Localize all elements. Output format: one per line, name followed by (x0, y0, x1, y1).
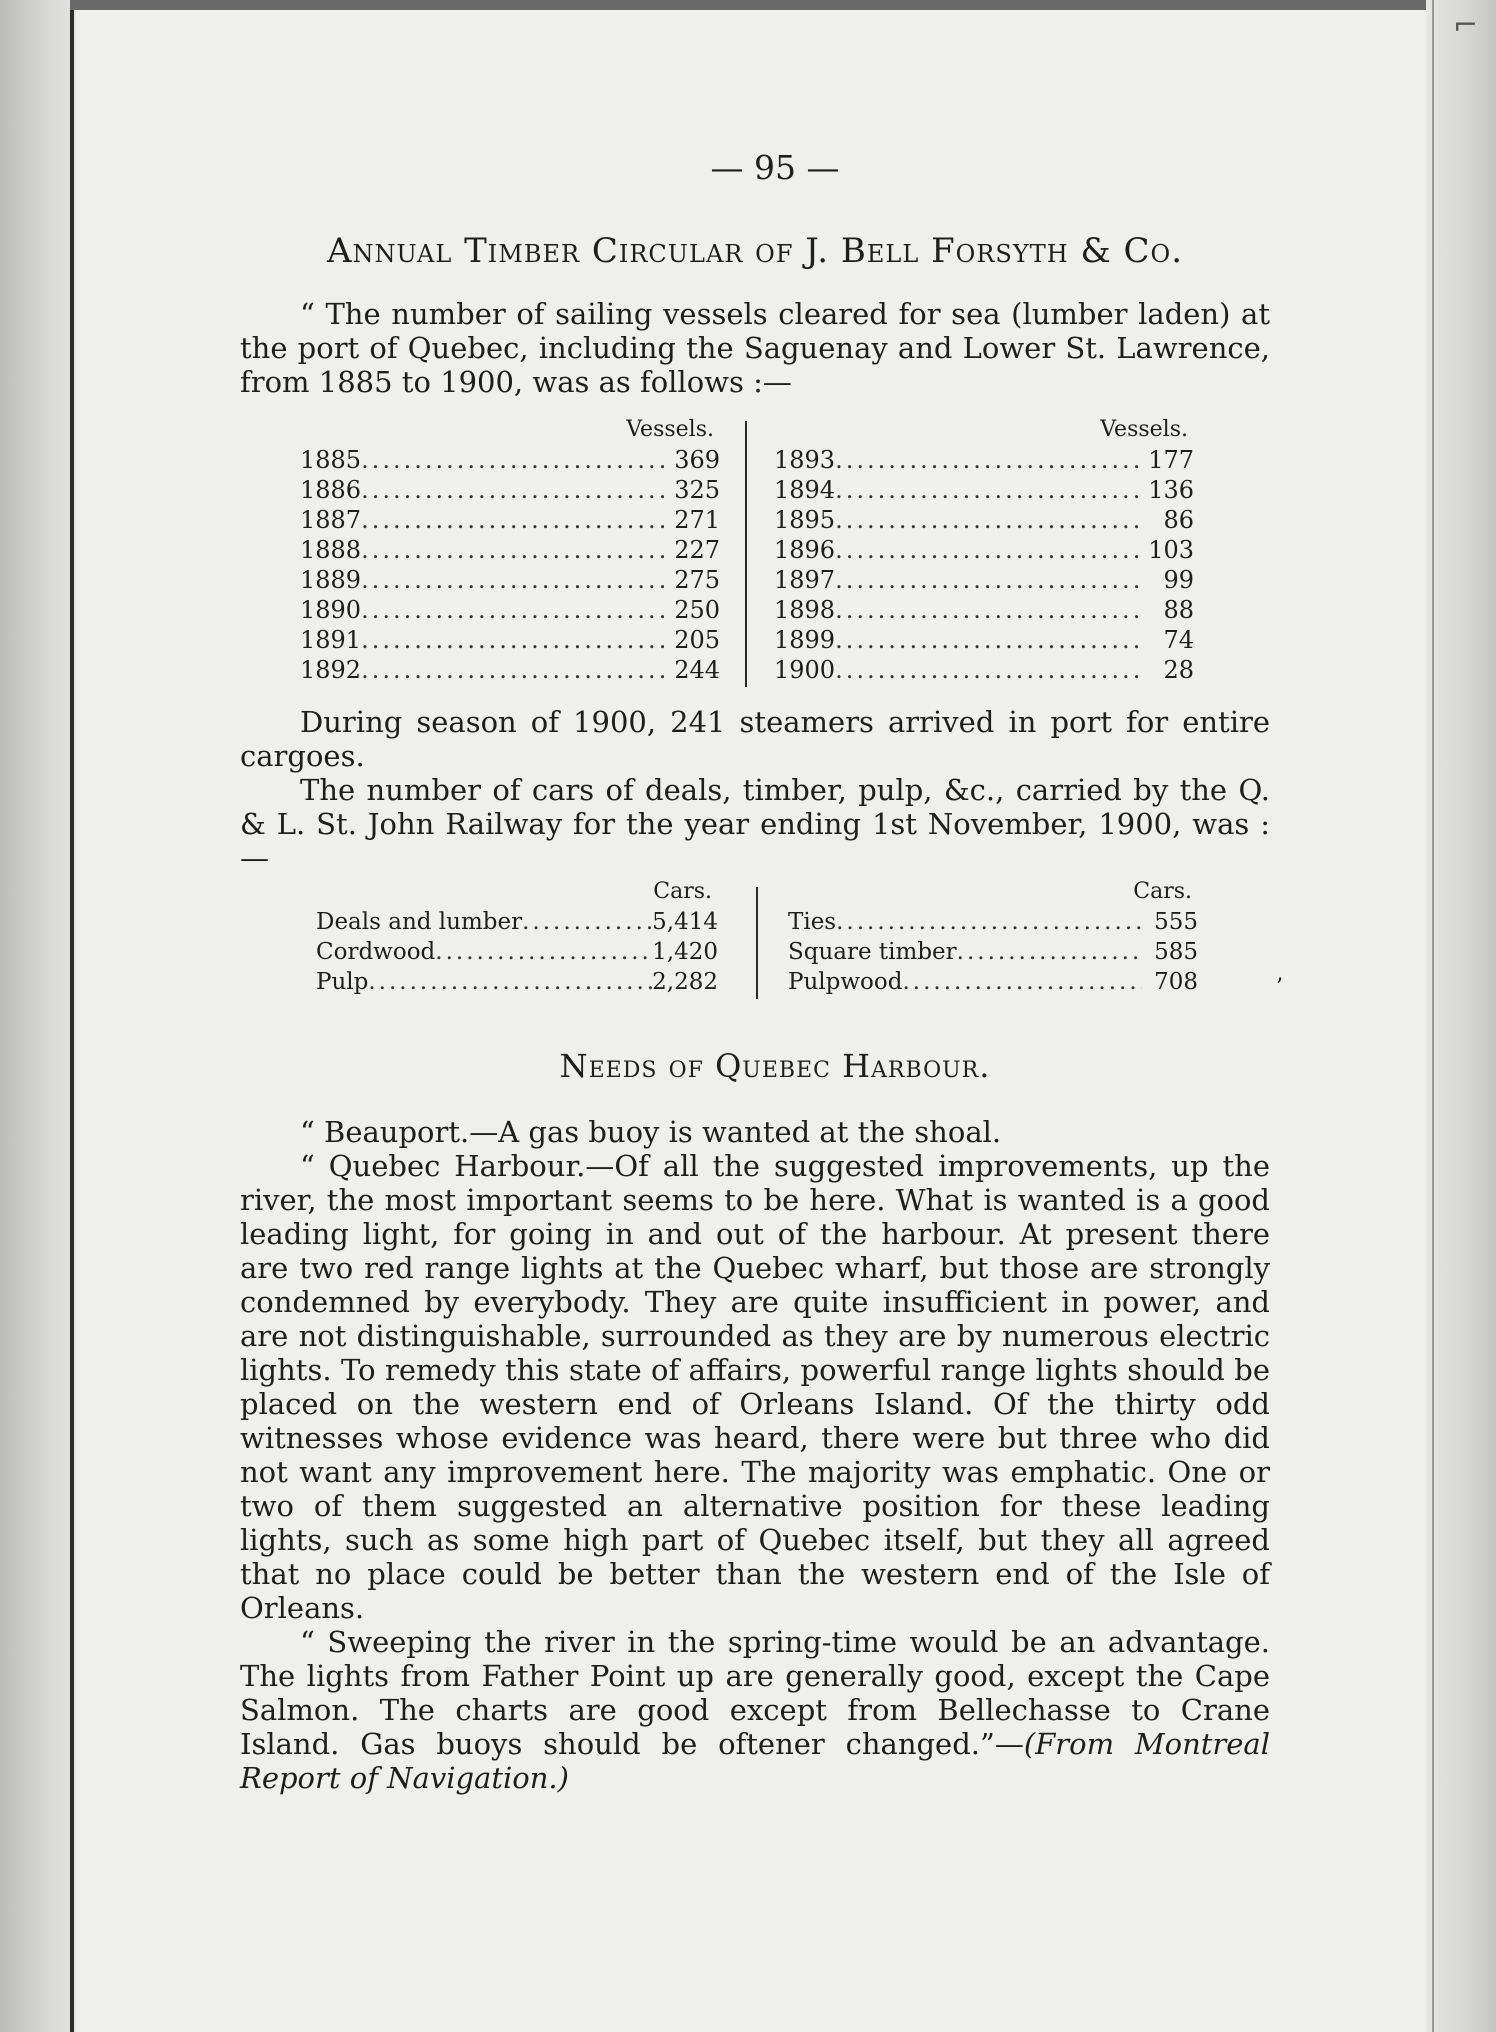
value-cell: 205 (674, 626, 720, 654)
section-subtitle: Needs of Quebec Harbour. (559, 1047, 991, 1085)
table-row (300, 625, 720, 655)
table-row (774, 565, 1194, 595)
cars-header-left: Cars. (653, 879, 712, 904)
cars-column-right (788, 879, 1198, 997)
value-cell: 708 (1154, 969, 1198, 995)
scan-right-margin (1426, 0, 1496, 2032)
vessels-header-right: Vessels. (1100, 417, 1188, 442)
page-top-edge (70, 0, 1456, 10)
table-row (300, 475, 720, 505)
year-cell: 1897 (774, 566, 836, 594)
year-cell: 1900 (774, 656, 836, 684)
table-row (316, 967, 718, 997)
year-cell: 1898 (774, 596, 836, 624)
year-cell: 1887 (300, 506, 362, 534)
year-cell: 1888 (300, 536, 362, 564)
table-row (774, 505, 1194, 535)
year-cell: 1894 (774, 476, 836, 504)
value-cell: 227 (674, 536, 720, 564)
page-right-edge (1432, 0, 1434, 2032)
year-cell: 1893 (774, 446, 836, 474)
cars-table (316, 879, 1283, 1003)
value-cell: 28 (1163, 656, 1194, 684)
item-cell: Pulpwood (788, 969, 903, 995)
value-cell: 2,282 (652, 969, 718, 995)
year-cell: 1899 (774, 626, 836, 654)
table-row (300, 595, 720, 625)
table-row (788, 937, 1198, 967)
value-cell: 1,420 (652, 939, 718, 965)
scan-left-margin (0, 0, 76, 2032)
table-row (300, 505, 720, 535)
table-row (774, 535, 1194, 565)
steamers-paragraph: During season of 1900, 241 steamers arrived in port for entire cargoes. (240, 705, 1270, 773)
value-cell: 555 (1154, 909, 1198, 935)
value-cell: 369 (674, 446, 720, 474)
value-cell: 99 (1163, 566, 1194, 594)
column-divider (756, 887, 758, 999)
table-row (300, 565, 720, 595)
beauport-paragraph: “ Beauport.—A gas buoy is wanted at the shoal. (300, 1115, 1002, 1149)
value-cell: 325 (674, 476, 720, 504)
table-row (316, 937, 718, 967)
item-cell: Pulp (316, 969, 369, 995)
cars-header-right: Cars. (1133, 879, 1192, 904)
item-cell: Ties (788, 909, 837, 935)
cars-paragraph: The number of cars of deals, timber, pulp, &c., carried by the Q. & L. St. John Railway for the year ending 1st November, 1900, was :— (240, 773, 1270, 875)
binding-edge (70, 0, 74, 2032)
table-row (300, 655, 720, 685)
source-note: (From Montreal Report of Navigation.) (240, 1727, 1270, 1795)
table-row (300, 535, 720, 565)
page-content (240, 148, 1283, 1795)
table-row (774, 475, 1194, 505)
value-cell: 177 (1148, 446, 1194, 474)
sweeping-paragraph (240, 1625, 1270, 1795)
corner-mark: ⌐ (1452, 8, 1478, 43)
vessels-table (300, 417, 1260, 687)
year-cell: 1886 (300, 476, 362, 504)
value-cell: 74 (1163, 626, 1194, 654)
table-row (316, 907, 718, 937)
page-number: — 95 — (710, 148, 840, 187)
table-row (788, 907, 1198, 937)
value-cell: 244 (674, 656, 720, 684)
year-cell: 1891 (300, 626, 362, 654)
value-cell: 136 (1148, 476, 1194, 504)
value-cell: 88 (1163, 596, 1194, 624)
column-divider (745, 421, 747, 687)
value-cell: 5,414 (652, 909, 718, 935)
vessels-column-left (300, 417, 720, 685)
value-cell: 86 (1163, 506, 1194, 534)
table-row (774, 655, 1194, 685)
value-cell: 275 (674, 566, 720, 594)
sweeping-text: “ Sweeping the river in the spring-time would be an advantage. The lights from Father Point up are generally good, except the Cape Salmon. The charts are good except from Bellechasse to Crane Island. Gas buoys should be oftener changed.”— (240, 1625, 1270, 1761)
table-row (774, 595, 1194, 625)
item-cell: Cordwood (316, 939, 436, 965)
table-row (788, 967, 1198, 997)
value-cell: 250 (674, 596, 720, 624)
table-row (774, 445, 1194, 475)
value-cell: 585 (1154, 939, 1198, 965)
trailing-mark: ’ (1276, 975, 1283, 1000)
page-title: Annual Timber Circular of J. Bell Forsyth & Co. (326, 231, 1184, 271)
year-cell: 1890 (300, 596, 362, 624)
value-cell: 271 (674, 506, 720, 534)
year-cell: 1892 (300, 656, 362, 684)
year-cell: 1895 (774, 506, 836, 534)
value-cell: 103 (1148, 536, 1194, 564)
year-cell: 1896 (774, 536, 836, 564)
table-row (774, 625, 1194, 655)
item-cell: Square timber (788, 939, 957, 965)
intro-paragraph: “ The number of sailing vessels cleared for sea (lumber laden) at the port of Quebec, including the Saguenay and Lower St. Lawrence, from 1885 to 1900, was as follows :— (240, 297, 1270, 399)
table-row (300, 445, 720, 475)
vessels-header-left: Vessels. (626, 417, 714, 442)
year-cell: 1889 (300, 566, 362, 594)
quebec-harbour-paragraph: “ Quebec Harbour.—Of all the suggested improvements, up the river, the most important seems to be here. What is wanted is a good leading light, for going in and out of the harbour. At present there are two red range lights at the Quebec wharf, but those are strongly condemned by everybody. They are quite insufficient in power, and are not distinguishable, surrounded as they are by numerous electric lights. To remedy this state of affairs, powerful range lights should be placed on the western end of Orleans Island. Of the thirty odd witnesses whose evidence was heard, there were but three who did not want any improvement here. The majority was emphatic. One or two of them suggested an alternative position for these leading lights, such as some high part of Quebec itself, but they all agreed that no place could be better than the western end of the Isle of Orleans. (240, 1149, 1270, 1625)
year-cell: 1885 (300, 446, 362, 474)
vessels-column-right (774, 417, 1194, 685)
cars-column-left (316, 879, 718, 997)
item-cell: Deals and lumber (316, 909, 523, 935)
